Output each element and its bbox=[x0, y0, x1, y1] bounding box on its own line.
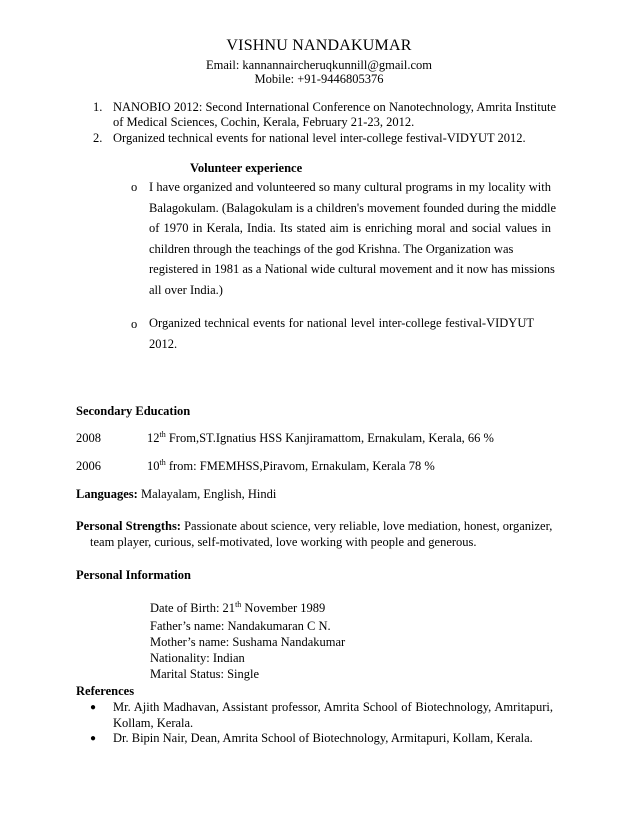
date-of-birth bbox=[150, 600, 325, 616]
dob-suffix: November 1989 bbox=[241, 601, 326, 615]
list-number: 1. bbox=[93, 100, 103, 114]
volunteer-line: I have organized and volunteered so many cultural programs in my locality with bbox=[149, 180, 551, 194]
nationality: Nationality: Indian bbox=[150, 651, 245, 665]
volunteer-item bbox=[149, 177, 557, 300]
education-grade-sup: th bbox=[159, 430, 166, 439]
references-heading: References bbox=[76, 684, 135, 698]
volunteer-line: children through the teachings of the god Krishna. The Organization was bbox=[149, 241, 514, 256]
education-detail bbox=[147, 458, 435, 474]
volunteer-heading: Volunteer experience bbox=[190, 161, 303, 175]
education-detail bbox=[147, 430, 494, 446]
volunteer-line: all over India.) bbox=[149, 282, 223, 297]
resume-name: VISHNU NANDAKUMAR bbox=[226, 37, 412, 54]
list-item-text: of Medical Sciences, Cochin, Kerala, February 21-23, 2012. bbox=[113, 115, 415, 129]
volunteer-line: Balagokulam. (Balagokulam is a children's movement founded during the middle bbox=[149, 200, 557, 215]
volunteer-line: 2012. bbox=[149, 336, 178, 351]
volunteer-line: registered in 1981 as a National wide cultural movement and it now has missions bbox=[149, 262, 555, 276]
mobile-line: Mobile: +91-9446805376 bbox=[254, 72, 384, 86]
languages-label: Languages: bbox=[76, 487, 138, 501]
strengths-line: team player, curious, self-motivated, love working with people and generous. bbox=[90, 535, 477, 549]
languages-value: Malayalam, English, Hindi bbox=[137, 487, 277, 501]
list-number: 2. bbox=[93, 131, 103, 145]
reference-item: Kollam, Kerala. bbox=[113, 716, 194, 730]
education-grade: 10 bbox=[147, 459, 160, 473]
strengths-label: Personal Strengths: bbox=[76, 519, 181, 533]
mother-name: Mother’s name: Sushama Nandakumar bbox=[150, 635, 346, 649]
reference-item: Mr. Ajith Madhavan, Assistant professor, Amrita School of Biotechnology, Amritapuri, bbox=[113, 700, 553, 714]
volunteer-line: Organized technical events for national level inter-college festival-VIDYUT bbox=[149, 316, 534, 330]
education-year: 2006 bbox=[76, 459, 101, 473]
dob-sup: th bbox=[235, 600, 242, 609]
bullet-marker: ● bbox=[90, 702, 97, 713]
volunteer-item bbox=[149, 313, 534, 354]
strengths-line bbox=[76, 518, 552, 534]
dob-prefix: Date of Birth: 21 bbox=[150, 601, 236, 615]
list-item-text: Organized technical events for national level inter-college festival-VIDYUT 2012. bbox=[113, 131, 526, 145]
email-line: Email: kannannaircheruqkunnill@gmail.com bbox=[205, 58, 433, 72]
strengths-text: Passionate about science, very reliable, love mediation, honest, organizer, bbox=[180, 519, 553, 533]
secondary-education-heading: Secondary Education bbox=[76, 404, 191, 418]
father-name: Father’s name: Nandakumaran C N. bbox=[150, 619, 331, 633]
education-grade-sup: th bbox=[159, 458, 166, 467]
marital-status: Marital Status: Single bbox=[150, 667, 260, 681]
bullet-marker: ● bbox=[90, 733, 97, 744]
bullet-marker: o bbox=[131, 180, 138, 194]
personal-information-heading: Personal Information bbox=[76, 568, 191, 582]
reference-item: Dr. Bipin Nair, Dean, Amrita School of Biotechnology, Armitapuri, Kollam, Kerala. bbox=[113, 731, 533, 745]
education-year: 2008 bbox=[76, 431, 101, 445]
volunteer-line: of 1970 in Kerala, India. Its stated aim is enriching moral and social values in bbox=[149, 221, 551, 235]
education-grade: 12 bbox=[147, 431, 160, 445]
education-text: From,ST.Ignatius HSS Kanjiramattom, Ernakulam, Kerala, 66 % bbox=[165, 431, 494, 445]
languages-line bbox=[76, 486, 276, 502]
bullet-marker: o bbox=[131, 317, 138, 331]
education-text: from: FMEMHSS,Piravom, Ernakulam, Kerala 78 % bbox=[165, 459, 435, 473]
list-item-text: NANOBIO 2012: Second International Conference on Nanotechnology, Amrita Institute bbox=[113, 100, 556, 114]
